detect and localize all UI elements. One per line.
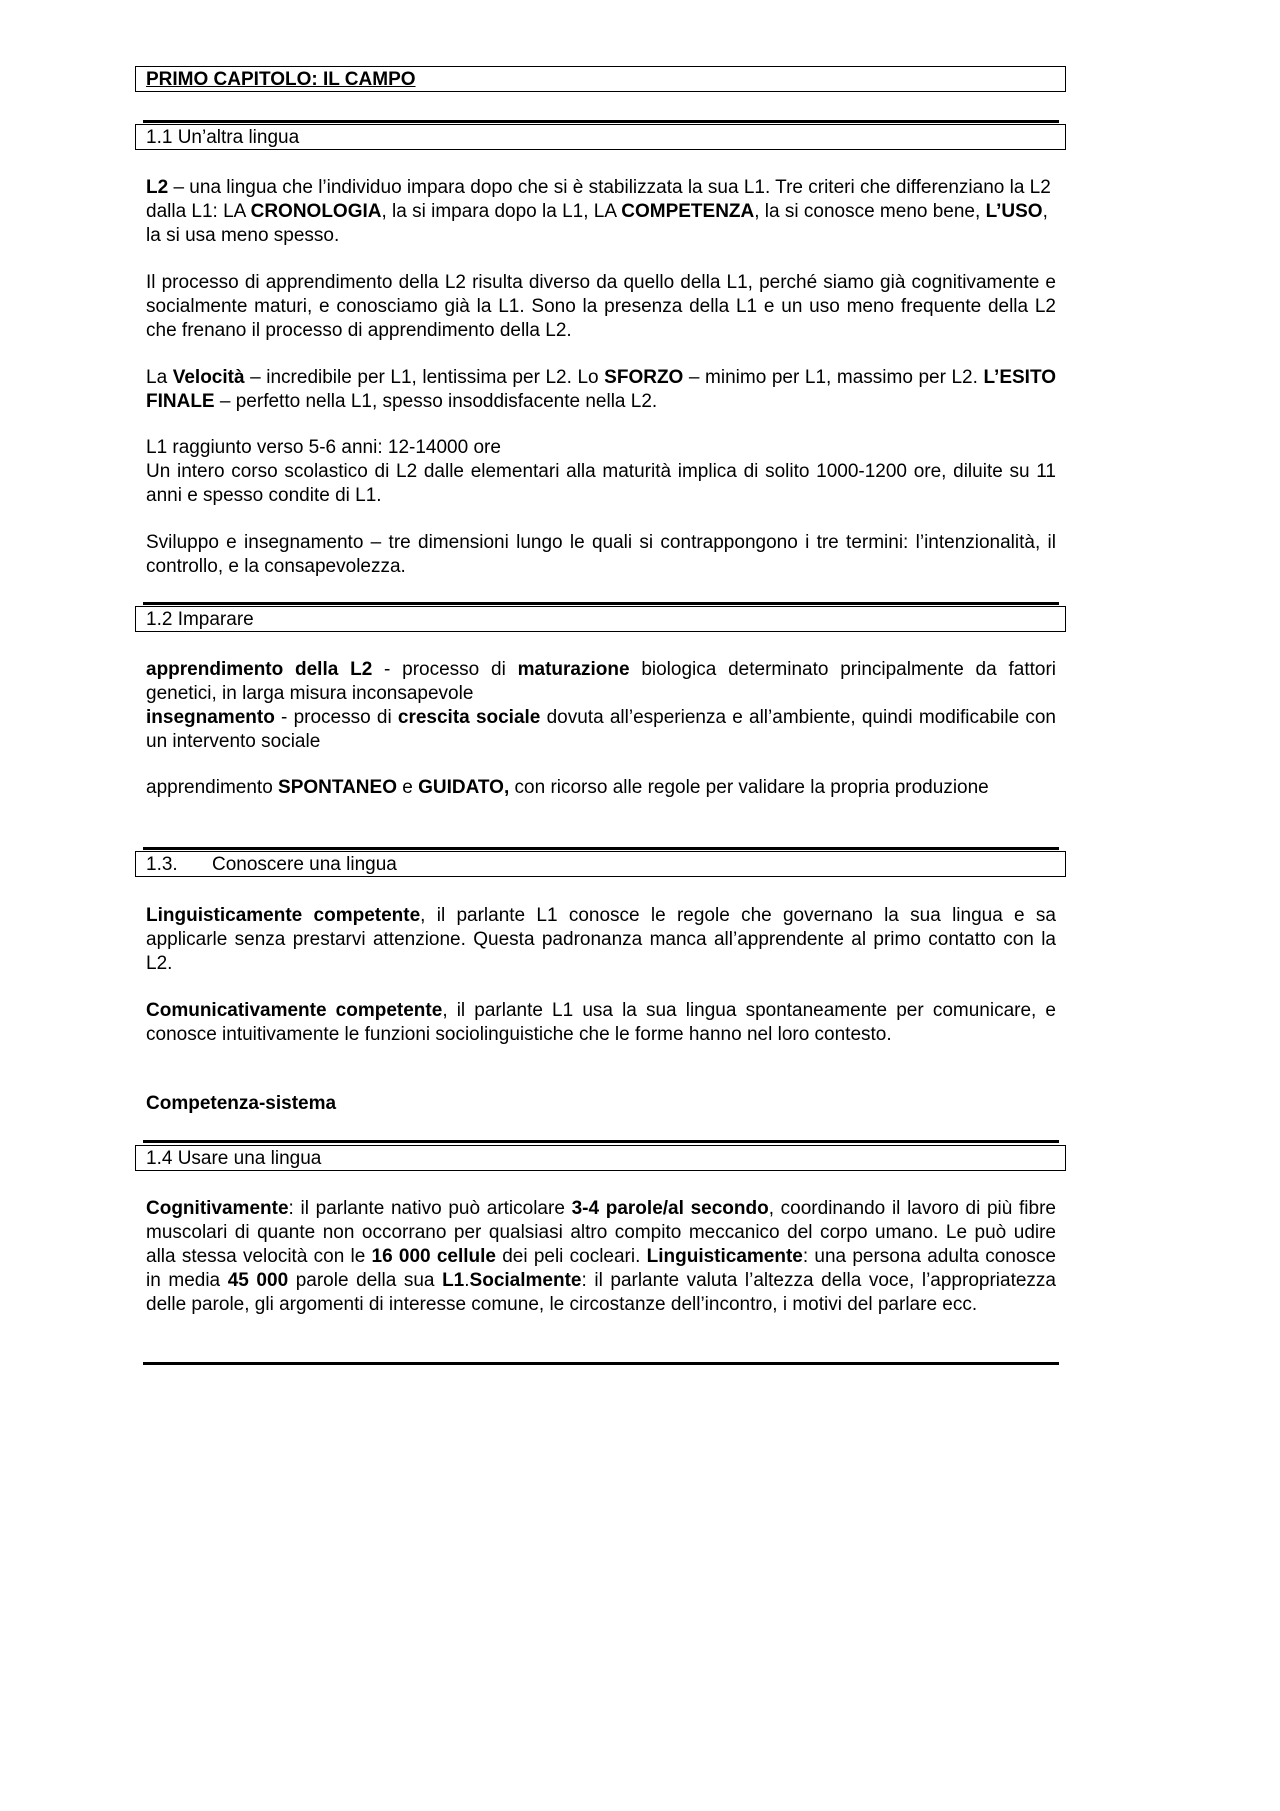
paragraph-l2-definition [146, 176, 1056, 248]
section-divider [143, 847, 1059, 850]
text: , la si impara dopo la L1, LA [381, 201, 622, 222]
paragraph-sviluppo: Sviluppo e insegnamento – tre dimensioni lungo le quali si contrappongono i tre termini: l’intenzionalità, il controllo, e la consapevolezza. [146, 532, 1056, 577]
term-cognitivamente: Cognitivamente [146, 1198, 289, 1219]
term-linguisticamente-competente: Linguisticamente competente [146, 905, 421, 926]
term-linguisticamente: Linguisticamente [646, 1246, 803, 1267]
paragraph-usare [146, 1197, 1056, 1317]
term-socialmente: Socialmente [469, 1270, 582, 1291]
text: : una persona adulta conosce in media [146, 1246, 1056, 1291]
term-spontaneo: SPONTANEO [278, 777, 397, 798]
text: con ricorso alle regole per validare la propria produzione [509, 777, 989, 798]
term-parole-al-secondo: 3-4 parole/al secondo [571, 1198, 769, 1219]
text: apprendimento [146, 777, 279, 798]
text: – minimo per L1, massimo per L2. [683, 367, 984, 388]
text: - processo di [372, 659, 518, 680]
text: – una lingua che l’individuo impara dopo che si è stabilizzata la sua L1. Tre criteri che differenziano la L2 dalla L1: LA [146, 177, 1051, 222]
term-guidato: GUIDATO, [418, 777, 510, 798]
paragraph-spontaneo [146, 776, 1056, 800]
text: dei peli cocleari. [495, 1246, 647, 1267]
term-uso: L’USO [985, 201, 1043, 222]
term-competenza: COMPETENZA [621, 201, 755, 222]
section-divider [143, 602, 1059, 605]
section-heading-1-2: 1.2 Imparare [135, 606, 1066, 632]
section-number: 1.3. [146, 854, 178, 875]
term-cronologia: CRONOLOGIA [250, 201, 382, 222]
term-crescita-sociale: crescita sociale [397, 707, 541, 728]
term-l2: L2 [146, 177, 169, 198]
text: e [396, 777, 419, 798]
paragraph-apprendimento [146, 658, 1056, 706]
section-heading-1-1: 1.1 Un’altra lingua [135, 124, 1066, 150]
paragraph-velocita [146, 366, 1056, 414]
section-divider [143, 120, 1059, 123]
section-title: Conoscere una lingua [212, 854, 397, 875]
paragraph-processo: Il processo di apprendimento della L2 risulta diverso da quello della L1, perché siamo già cognitivamente e socialmente maturi, e conosciamo già la L1. Sono la presenza della L1 e un uso meno frequente della L2 che frenano il processo di apprendimento della L2. [146, 272, 1056, 341]
text: : il parlante nativo può articolare [288, 1198, 572, 1219]
text: – perfetto nella L1, spesso insoddisfacente nella L2. [214, 391, 658, 412]
text: , il parlante L1 usa la sua lingua spontaneamente per comunicare, e conosce intuitivamente le funzioni sociolinguistiche che le forme hanno nel loro contesto. [146, 1000, 1056, 1045]
text-line: L1 raggiunto verso 5-6 anni: 12-14000 ore [146, 437, 501, 458]
section-heading-1-4: 1.4 Usare una lingua [135, 1145, 1066, 1171]
text: , la si usa meno spesso. [146, 201, 1048, 246]
text: , il parlante L1 conosce le regole che governano la sua lingua e sa applicarle senza prestarvi attenzione. Questa padronanza manca all’apprendente al primo contatto con la L2. [146, 905, 1056, 974]
term-cellule: 16 000 cellule [371, 1246, 496, 1267]
term-apprendimento: apprendimento della L2 [146, 659, 373, 680]
text: biologica determinato principalmente da fattori genetici, in larga misura inconsapevole [146, 659, 1056, 704]
term-l1: L1 [442, 1270, 465, 1291]
text: : il parlante valuta l’altezza della voce, l’appropriatezza delle parole, gli argomenti di interesse comune, le circostanze dell’incontro, i motivi del parlare ecc. [146, 1270, 1056, 1315]
text: – incredibile per L1, lentissima per L2. Lo [244, 367, 605, 388]
section-heading-1-3 [135, 851, 1066, 877]
term-competenza-sistema: Competenza-sistema [146, 1093, 337, 1114]
paragraph-ore [146, 436, 1056, 508]
term-maturazione: maturazione [517, 659, 630, 680]
text: - processo di [274, 707, 398, 728]
term-velocita: Velocità [172, 367, 245, 388]
paragraph-competenza-sistema [146, 1092, 1056, 1116]
term-45000: 45 000 [227, 1270, 289, 1291]
text: dovuta all’esperienza e all’ambiente, quindi modificabile con un intervento sociale [146, 707, 1057, 752]
text: , la si conosce meno bene, [754, 201, 986, 222]
text: . [464, 1270, 470, 1291]
section-divider [143, 1140, 1059, 1143]
term-sforzo: SFORZO [604, 367, 684, 388]
text: , coordinando il lavoro di più fibre muscolari di quante non occorrano per qualsiasi altro compito meccanico del corpo umano. Le può udire alla stessa velocità con le [146, 1198, 1056, 1267]
paragraph-linguisticamente [146, 904, 1056, 976]
term-comunicativamente-competente: Comunicativamente competente [146, 1000, 443, 1021]
term-insegnamento: insegnamento [146, 707, 275, 728]
paragraph-insegnamento [146, 706, 1056, 754]
chapter-title: PRIMO CAPITOLO: IL CAMPO [135, 66, 1066, 92]
text-line: Un intero corso scolastico di L2 dalle elementari alla maturità implica di solito 1000-1200 ore, diluite su 11 anni e spesso condite di L1. [146, 461, 1056, 506]
term-esito-finale: L’ESITO FINALE [146, 367, 1056, 412]
paragraph-comunicativamente [146, 999, 1056, 1047]
text: parole della sua [288, 1270, 443, 1291]
section-divider [143, 1362, 1059, 1365]
text: La [146, 367, 173, 388]
